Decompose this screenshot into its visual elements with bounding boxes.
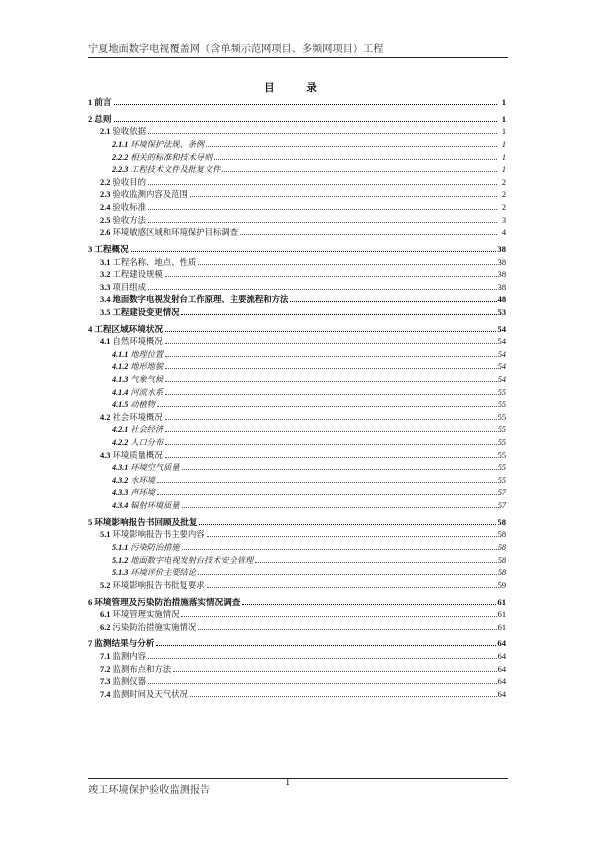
toc-entry-page: 53 — [497, 307, 506, 317]
toc-entry-page: 1 — [501, 152, 506, 162]
toc-entry-label: 地面数字电视发射台技术安全管理 — [130, 554, 254, 565]
toc-entry-level-3[interactable] — [88, 348, 506, 361]
toc-entry-page: 58 — [497, 555, 506, 565]
toc-entry-number: 2.6 — [100, 228, 111, 238]
toc-entry-page: 54 — [497, 349, 506, 359]
toc-entry-label: 环境评价主要结论 — [130, 567, 196, 578]
toc-entry-number: 4.1.2 — [112, 362, 129, 372]
toc-entry-number: 2.4 — [100, 202, 111, 212]
toc-entry-level-2[interactable] — [88, 268, 506, 281]
toc-entry-level-1[interactable] — [88, 243, 506, 256]
toc-dot-leader — [165, 431, 497, 432]
toc-entry-number: 4.3.1 — [112, 463, 129, 473]
toc-title: 目 录 — [264, 82, 331, 94]
toc-dot-leader — [148, 133, 497, 134]
toc-entry-page: 1 — [501, 139, 506, 149]
toc-entry-page: 54 — [497, 375, 506, 385]
toc-entry-level-1[interactable] — [88, 516, 506, 529]
toc-dot-leader — [181, 616, 496, 617]
toc-entry-number: 2.3 — [100, 190, 111, 200]
toc-entry-number: 4 — [88, 323, 93, 334]
toc-entry-level-2[interactable] — [88, 608, 506, 621]
toc-entry-label: 环境影响报告书批复要求 — [112, 579, 205, 590]
toc-dot-leader — [165, 356, 497, 357]
toc-entry-number: 6.1 — [100, 610, 111, 620]
toc-entry-page: 55 — [497, 438, 506, 447]
toc-entry-level-2[interactable] — [88, 188, 506, 201]
toc-entry-label: 监测结果与分析 — [94, 639, 155, 650]
toc-dot-leader — [255, 562, 497, 563]
toc-dot-leader — [290, 301, 496, 302]
toc-dot-leader — [222, 171, 497, 172]
toc-dot-leader — [165, 394, 497, 395]
toc-entry-label: 监测内容 — [112, 651, 146, 662]
toc-entry-level-2[interactable] — [88, 650, 506, 663]
toc-entry-level-2[interactable] — [88, 256, 506, 269]
toc-dot-leader — [207, 536, 497, 537]
toc-entry-label: 环境管理实施情况 — [112, 609, 180, 620]
table-of-contents — [88, 96, 506, 700]
toc-entry-page: 57 — [497, 488, 506, 498]
toc-entry-label: 地理位置 — [130, 348, 164, 359]
toc-entry-label: 监测仪器 — [112, 676, 146, 687]
toc-dot-leader — [165, 343, 497, 344]
toc-entry-label: 环境管理及污染防治措施落实情况调查 — [94, 597, 241, 608]
toc-entry-page: 64 — [497, 652, 506, 662]
toc-entry-level-2[interactable] — [88, 579, 506, 592]
toc-entry-page: 55 — [497, 387, 506, 397]
toc-entry-number: 7.1 — [100, 652, 111, 662]
toc-entry-level-3[interactable] — [88, 461, 506, 474]
toc-entry-number: 2.1.1 — [112, 139, 129, 149]
toc-entry-page: 55 — [497, 450, 506, 460]
toc-dot-leader — [165, 368, 497, 369]
toc-entry-label: 监测布点和方法 — [112, 663, 172, 674]
toc-dot-leader — [114, 104, 498, 105]
toc-dot-leader — [165, 419, 497, 420]
toc-entry-number: 2.2 — [100, 177, 111, 187]
toc-dot-leader — [157, 406, 497, 407]
toc-entry-level-2[interactable] — [88, 663, 506, 676]
toc-entry-page: 38 — [497, 282, 506, 292]
toc-entry-label: 项目组成 — [112, 281, 146, 292]
toc-entry-number: 3.5 — [100, 307, 111, 317]
toc-entry-label: 监测时间及天气状况 — [112, 688, 188, 699]
toc-dot-leader — [148, 658, 497, 659]
toc-entry-label: 社会经济 — [130, 424, 164, 435]
toc-entry-page: 54 — [497, 323, 506, 334]
toc-dot-leader — [148, 683, 497, 684]
toc-entry-page: 1 — [501, 113, 506, 124]
toc-dot-leader — [181, 314, 496, 315]
toc-dot-leader — [131, 251, 497, 252]
toc-entry-label: 社会环境概况 — [112, 411, 163, 422]
toc-entry-label: 水环境 — [130, 474, 155, 485]
toc-entry-level-3[interactable] — [88, 474, 506, 487]
toc-entry-label: 工程技术文件及批复文件 — [130, 164, 221, 175]
toc-entry-page: 38 — [497, 257, 506, 267]
running-header: 宁夏地面数字电视覆盖网（含单频示范网项目、多频网项目）工程 — [88, 44, 384, 55]
toc-entry-level-3[interactable] — [88, 486, 506, 499]
toc-entry-level-2[interactable] — [88, 306, 506, 319]
toc-dot-leader — [206, 146, 497, 147]
toc-entry-number: 4.1.5 — [112, 400, 129, 410]
toc-dot-leader — [148, 289, 497, 290]
toc-entry-label: 总则 — [94, 114, 112, 125]
toc-entry-page: 38 — [497, 243, 506, 254]
toc-dot-leader — [242, 604, 496, 605]
toc-entry-level-3[interactable] — [88, 423, 506, 436]
toc-entry-level-3[interactable] — [88, 398, 506, 411]
toc-entry-page: 61 — [497, 596, 506, 607]
toc-entry-number: 3.4 — [100, 295, 111, 305]
toc-dot-leader — [198, 574, 497, 575]
toc-dot-leader — [165, 331, 496, 332]
toc-entry-number: 1 — [88, 97, 93, 107]
toc-dot-leader — [157, 494, 497, 495]
toc-entry-level-2[interactable] — [88, 201, 506, 214]
toc-entry-label: 前言 — [94, 98, 112, 108]
toc-dot-leader — [182, 549, 497, 550]
toc-entry-level-1[interactable] — [88, 323, 506, 336]
toc-entry-page: 58 — [497, 530, 506, 540]
toc-entry-number: 5.1.1 — [112, 542, 129, 552]
toc-entry-label: 声环境 — [130, 487, 155, 498]
toc-entry-level-2[interactable] — [88, 226, 506, 239]
toc-entry-number: 3.2 — [100, 270, 111, 280]
toc-entry-number: 7 — [88, 638, 93, 649]
toc-entry-page: 64 — [497, 664, 506, 674]
toc-entry-number: 5 — [88, 516, 93, 527]
toc-entry-number: 4.3 — [100, 450, 111, 460]
toc-entry-page: 55 — [497, 463, 506, 473]
toc-dot-leader — [148, 184, 497, 185]
toc-entry-level-1[interactable] — [88, 96, 506, 109]
toc-entry-number: 7.3 — [100, 677, 111, 687]
toc-dot-leader — [199, 524, 496, 525]
toc-entry-number: 4.1.1 — [112, 349, 129, 359]
toc-dot-leader — [190, 196, 497, 197]
toc-entry-label: 环境敏感区域和环境保护目标调查 — [112, 227, 239, 238]
toc-entry-level-2[interactable] — [88, 335, 506, 348]
toc-dot-leader — [190, 696, 497, 697]
toc-entry-page: 1 — [501, 127, 506, 137]
toc-entry-number: 5.2 — [100, 580, 111, 590]
toc-entry-page: 64 — [497, 677, 506, 687]
toc-entry-number: 7.2 — [100, 664, 111, 674]
toc-entry-number: 6.2 — [100, 622, 111, 632]
header-rule — [88, 57, 508, 58]
toc-dot-leader — [148, 209, 497, 210]
toc-entry-page: 55 — [497, 425, 506, 435]
toc-entry-number: 6 — [88, 596, 93, 607]
toc-dot-leader — [198, 264, 496, 265]
toc-entry-label: 工程建设规模 — [112, 269, 163, 280]
toc-entry-page: 58 — [497, 516, 506, 527]
toc-entry-label: 河流水系 — [130, 386, 164, 397]
footer-report-name: 竣工环境保护验收监测报告 — [88, 785, 211, 796]
toc-entry-label: 地面数字电视发射台工作原理、主要流程和方法 — [112, 294, 289, 305]
toc-dot-leader — [165, 457, 497, 458]
toc-dot-leader — [148, 222, 497, 223]
toc-entry-label: 气象气候 — [130, 374, 164, 385]
toc-entry-number: 4.2 — [100, 412, 111, 422]
toc-entry-number: 2.1 — [100, 127, 111, 137]
toc-entry-level-2[interactable] — [88, 411, 506, 424]
toc-dot-leader — [214, 159, 497, 160]
toc-entry-level-3[interactable] — [88, 436, 506, 449]
toc-entry-page: 61 — [497, 610, 506, 620]
toc-entry-level-1[interactable] — [88, 596, 506, 609]
toc-entry-label: 环境影响报告书主要内容 — [112, 529, 205, 540]
toc-entry-label: 工程区域环境状况 — [94, 324, 164, 335]
toc-entry-page: 54 — [497, 337, 506, 347]
toc-entry-page: 58 — [497, 542, 506, 552]
toc-entry-level-2[interactable] — [88, 449, 506, 462]
toc-dot-leader — [207, 587, 497, 588]
toc-entry-number: 2.2.3 — [112, 165, 129, 175]
toc-dot-leader — [157, 482, 497, 483]
toc-entry-number: 4.3.3 — [112, 488, 129, 498]
toc-entry-level-2[interactable] — [88, 528, 506, 541]
toc-entry-level-2[interactable] — [88, 621, 506, 634]
toc-entry-page: 4 — [501, 228, 506, 238]
toc-entry-number: 2 — [88, 113, 93, 124]
toc-entry-label: 验收目的 — [112, 176, 146, 187]
toc-entry-page: 64 — [497, 689, 506, 699]
toc-entry-label: 工程概况 — [94, 244, 129, 255]
toc-entry-page: 64 — [497, 638, 506, 649]
toc-entry-level-3[interactable] — [88, 138, 506, 151]
toc-entry-level-3[interactable] — [88, 566, 506, 579]
toc-entry-page: 1 — [501, 97, 506, 107]
toc-entry-number: 5.1.2 — [112, 555, 129, 565]
toc-entry-page: 3 — [501, 215, 506, 225]
toc-entry-level-2[interactable] — [88, 675, 506, 688]
toc-dot-leader — [165, 276, 497, 277]
toc-dot-leader — [156, 645, 496, 646]
toc-entry-page: 55 — [497, 475, 506, 485]
toc-entry-level-2[interactable] — [88, 293, 506, 306]
toc-entry-level-3[interactable] — [88, 360, 506, 373]
toc-entry-number: 4.1.3 — [112, 375, 129, 385]
toc-entry-page: 59 — [497, 580, 506, 590]
toc-entry-label: 地形地貌 — [130, 361, 164, 372]
toc-entry-page: 54 — [497, 362, 506, 372]
toc-dot-leader — [240, 234, 497, 235]
toc-entry-label: 验收依据 — [112, 126, 146, 137]
toc-entry-level-2[interactable] — [88, 176, 506, 189]
toc-entry-level-2[interactable] — [88, 688, 506, 701]
toc-entry-number: 4.1 — [100, 337, 111, 347]
toc-entry-page: 2 — [501, 202, 506, 212]
toc-entry-number: 4.1.4 — [112, 387, 129, 397]
page-number: I — [286, 778, 290, 788]
toc-entry-level-2[interactable] — [88, 125, 506, 138]
toc-entry-number: 7.4 — [100, 689, 111, 699]
toc-dot-leader — [114, 121, 498, 122]
toc-entry-level-3[interactable] — [88, 151, 506, 164]
toc-entry-level-3[interactable] — [88, 386, 506, 399]
toc-entry-number: 3.1 — [100, 257, 111, 267]
toc-entry-label: 工程名称、地点、性质 — [112, 256, 197, 267]
toc-entry-page: 57 — [497, 500, 506, 510]
toc-entry-number: 4.2.2 — [112, 438, 129, 447]
toc-dot-leader — [182, 507, 497, 508]
toc-entry-level-1[interactable] — [88, 637, 506, 650]
toc-dot-leader — [173, 671, 497, 672]
toc-entry-page: 2 — [501, 177, 506, 187]
toc-entry-label: 验收监测内容及范围 — [112, 189, 188, 200]
toc-entry-label: 自然环境概况 — [112, 336, 163, 347]
toc-entry-number: 2.2.2 — [112, 152, 129, 162]
toc-entry-level-3[interactable] — [88, 163, 506, 176]
toc-entry-label: 污染防治措施 — [130, 541, 180, 552]
toc-entry-page: 55 — [497, 412, 506, 422]
toc-dot-leader — [182, 469, 497, 470]
toc-entry-level-3[interactable] — [88, 554, 506, 567]
toc-entry-page: 48 — [497, 295, 506, 305]
toc-entry-label: 验收标准 — [112, 201, 146, 212]
toc-entry-page: 61 — [497, 622, 506, 632]
toc-entry-label: 环境质量概况 — [112, 449, 163, 460]
toc-entry-level-1[interactable] — [88, 113, 506, 126]
toc-entry-label: 环境空气质量 — [130, 462, 180, 473]
toc-entry-page: 1 — [501, 165, 506, 175]
toc-entry-label: 人口分布 — [130, 437, 164, 447]
toc-entry-number: 5.1 — [100, 530, 111, 540]
toc-dot-leader — [165, 444, 497, 445]
toc-entry-level-3[interactable] — [88, 373, 506, 386]
toc-entry-label: 辐射环境质量 — [130, 499, 180, 510]
toc-entry-label: 环境影响报告书回顾及批复 — [94, 517, 198, 528]
toc-entry-label: 环境保护法规、条例 — [130, 138, 205, 149]
toc-entry-page: 55 — [497, 400, 506, 410]
toc-dot-leader — [198, 629, 496, 630]
toc-entry-number: 3.3 — [100, 282, 111, 292]
toc-entry-label: 相关的标准和技术导则 — [130, 151, 213, 162]
toc-entry-level-2[interactable] — [88, 281, 506, 294]
toc-entry-number: 4.3.4 — [112, 500, 129, 510]
toc-entry-number: 3 — [88, 243, 93, 254]
toc-entry-label: 污染防治措施实施情况 — [112, 621, 197, 632]
toc-entry-number: 5.1.3 — [112, 568, 129, 578]
toc-entry-level-3[interactable] — [88, 541, 506, 554]
toc-entry-page: 38 — [497, 270, 506, 280]
toc-entry-label: 验收方法 — [112, 214, 146, 225]
toc-entry-page: 58 — [497, 568, 506, 578]
toc-dot-leader — [165, 381, 497, 382]
toc-entry-number: 4.3.2 — [112, 475, 129, 485]
toc-entry-level-3[interactable] — [88, 499, 506, 512]
toc-entry-level-2[interactable] — [88, 214, 506, 227]
toc-entry-number: 4.2.1 — [112, 425, 129, 435]
toc-entry-label: 动植物 — [130, 399, 155, 410]
footer-rule — [88, 778, 508, 779]
toc-entry-number: 2.5 — [100, 215, 111, 225]
toc-entry-page: 2 — [501, 190, 506, 200]
toc-entry-label: 工程建设变更情况 — [112, 306, 180, 317]
